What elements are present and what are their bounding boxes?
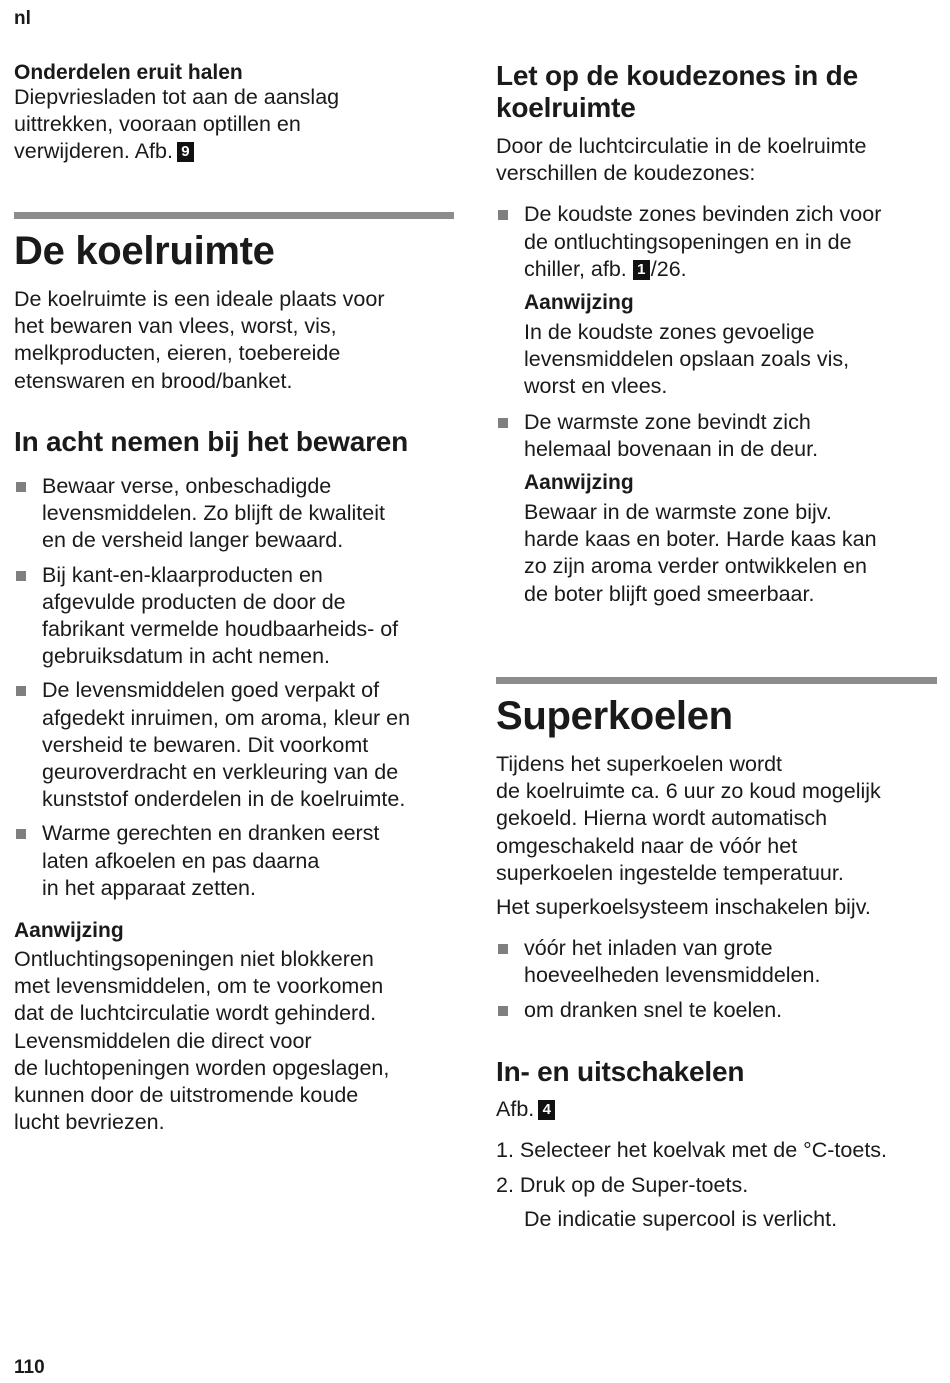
bewaren-list	[14, 473, 456, 902]
section-rule	[496, 677, 937, 684]
note-heading: Aanwijzing	[14, 919, 124, 942]
koudezones-list	[496, 201, 938, 283]
step-item: 1. Selecteer het koelvak met de °C-toets.	[496, 1138, 888, 1163]
superkoelen-section	[496, 693, 938, 1031]
figure-reference: Afb. 4	[496, 1096, 938, 1123]
bullet-square-icon	[16, 829, 26, 839]
bewaren-title: In acht nemen bij het bewaren	[14, 426, 409, 457]
koudezones-note-1	[496, 290, 938, 401]
koudezones-note-2	[496, 470, 938, 608]
bullet-square-icon	[498, 1006, 508, 1016]
note-text: Ontluchtingsopeningen niet blokkeren met levensmiddelen, om te voorkomen dat de luchtcirculatie wordt gehinderd. Levensmiddelen die direct voor de luchtopeningen worden opgeslagen, kunnen door de uitstromende koude lucht bevriezen.	[14, 947, 390, 1135]
figure-ref-badge: 9	[177, 142, 194, 162]
list-item: vóór het inladen van grote hoeveelheden levensmiddelen.	[496, 935, 938, 989]
superkoelen-list	[496, 935, 938, 1024]
koudezones-section	[496, 60, 938, 608]
uitschakelen-title: In- en uitschakelen	[496, 1056, 745, 1087]
koudezones-title: Let op de koudezones in de koelruimte	[496, 60, 858, 123]
step-item: 2. Druk op de Super-toets.	[496, 1173, 749, 1198]
remove-parts-heading: Onderdelen eruit halen	[14, 61, 243, 84]
koudezones-intro: Door de luchtcirculatie in de koelruimte verschillen de koudezones:	[496, 134, 867, 186]
note-text: Bewaar in de warmste zone bijv. harde kaas en boter. Harde kaas kan zo zijn aroma verder ontwikkelen en de boter blijft goed smeerbaar.	[524, 500, 877, 606]
list-item: Warme gerechten en dranken eerst laten afkoelen en pas daarna in het apparaat zetten.	[14, 820, 456, 902]
bewaren-section	[14, 426, 456, 909]
koelruimte-intro: De koelruimte is een ideale plaats voor het bewaren van vlees, worst, vis, melkproducten, eieren, toebereide etenswaren en brood/banket.	[14, 287, 385, 393]
note-heading: Aanwijzing	[524, 291, 634, 315]
bullet-square-icon	[498, 210, 508, 220]
figure-ref-badge: 4	[538, 1100, 555, 1120]
list-item: om dranken snel te koelen.	[496, 997, 938, 1024]
figure-ref-badge: 1	[633, 260, 650, 280]
koudezones-list-2	[496, 409, 938, 463]
page-number: 110	[14, 1357, 45, 1378]
step-result: De indicatie supercool is verlicht.	[524, 1206, 838, 1231]
list-item: Bij kant-en-klaarproducten en afgevulde producten de door de fabrikant vermelde houdbaarheids- of gebruiksdatum in acht nemen.	[14, 562, 456, 671]
note-heading: Aanwijzing	[524, 471, 634, 495]
section-rule	[14, 212, 454, 219]
superkoelen-switch-on: Het superkoelsysteem inschakelen bijv.	[496, 895, 871, 920]
bewaren-note	[14, 918, 456, 1136]
superkoelen-intro: Tijdens het superkoelen wordt de koelruimte ca. 6 uur zo koud mogelijk gekoeld. Hierna wordt automatisch omgeschakeld naar de vóór het superkoelen ingestelde temperatuur.	[496, 752, 881, 885]
list-item: De warmste zone bevindt zich helemaal bovenaan in de deur.	[496, 409, 938, 463]
note-text: In de koudste zones gevoelige levensmiddelen opslaan zoals vis, worst en vlees.	[524, 320, 850, 399]
bullet-square-icon	[498, 944, 508, 954]
bullet-square-icon	[16, 571, 26, 581]
list-item: Bewaar verse, onbeschadigde levensmiddelen. Zo blijft de kwaliteit en de versheid langer bewaard.	[14, 473, 456, 555]
remove-parts-text: Diepvriesladen tot aan de aanslag uittrekken, vooraan optillen en verwijderen. Afb. 9	[14, 85, 340, 164]
uitschakelen-section	[496, 1056, 938, 1233]
language-label: nl	[14, 8, 31, 29]
bullet-square-icon	[498, 418, 508, 428]
bullet-square-icon	[16, 686, 26, 696]
remove-parts-section	[14, 61, 456, 166]
superkoelen-title: Superkoelen	[496, 694, 733, 738]
steps-list	[496, 1137, 938, 1199]
list-item: De levensmiddelen goed verpakt of afgedekt inruimen, om aroma, kleur en versheid te bewaren. Dit voorkomt geuroverdracht en verkleuring van de kunststof onderdelen in de koelruimte.	[14, 677, 456, 813]
koelruimte-section	[14, 228, 456, 395]
koelruimte-title: De koelruimte	[14, 229, 275, 273]
list-item: De koudste zones bevinden zich voor de ontluchtingsopeningen en in de chiller, afb. 1 /26.	[496, 201, 938, 283]
bullet-square-icon	[16, 482, 26, 492]
